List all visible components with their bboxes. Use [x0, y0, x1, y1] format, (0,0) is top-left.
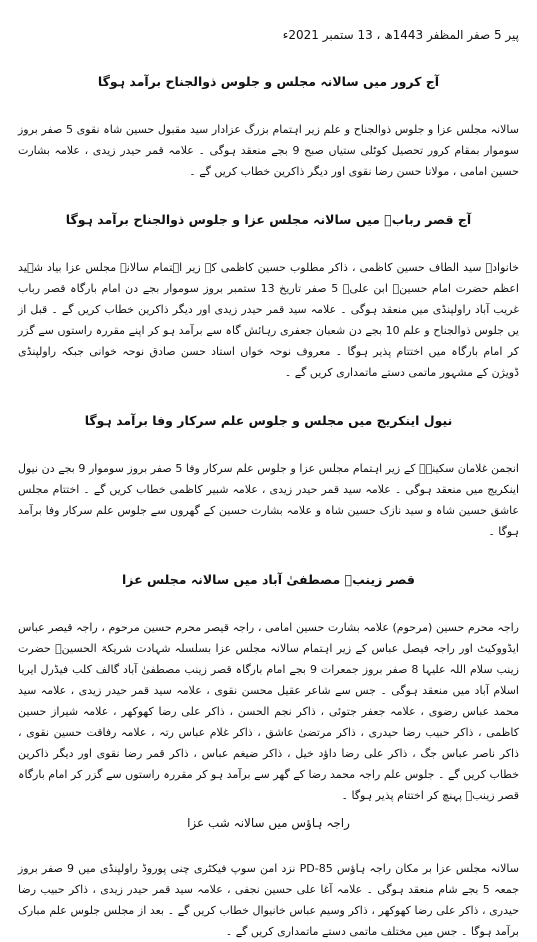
subsection-body: سالانہ مجلس عزا بر مکان راجہ ہاؤس PD-85 نزد امن سوپ فیکٹری چنی پوروڈ راولپنڈی میں 9 صفر بروز جمعہ 5 بجے شام منعقد ہوگی ۔ علامہ آغا علی حسین نجفی ، علامہ سید قمر حیدر زیدی ، ذاکر حبیب رضا حیدری ، ذاکر علی رضا کھوکھر ، ذاکر وسیم عباس خانیوال خطاب کریں گے ۔ بعد از مجلس جلوس علم مبارک برآمد ہوگا ۔ جس میں مختلف ماتمی دستے ماتمداری کریں گے ۔ — [18, 862, 519, 938]
section-heading: قصر زینبؑ مصطفیٰ آباد میں سالانہ مجلس عزا — [122, 572, 415, 587]
article-section — [18, 212, 519, 383]
dateline: پیر 5 صفر المظفر 1443ھ ، 13 ستمبر 2021ء — [282, 28, 519, 42]
article-subsection — [18, 816, 519, 942]
article-section — [18, 413, 519, 542]
section-body: انجمن غلامان سکینہؑ کے زیر اہتمام مجلس عزا و جلوس علم سرکار وفا 5 صفر بروز سوموار 9 بجے دن نیول اینکریج میں منعقد ہوگی ۔ علامہ سید قمر حیدر زیدی ، علامہ شبیر کاظمی خطاب کریں گے ۔ اختتام مجلس عاشق حسین شاہ و سید نازک حسین شاہ و علامہ بشارت حسین کے گھروں سے جلوس علم سرکار وفا برآمد ہوگا ۔ — [18, 462, 519, 538]
section-body: خانوادہ سید الطاف حسین کاظمی ، ذاکر مطلوب حسین کاظمی کے زیر اہتمام سالانہ مجلس عزا بیاد شہید اعظم حضرت امام حسینؑ ابن علیؑ 5 صفر تاریخ 13 ستمبر بروز سوموار بجے دن امام بارگاہ قصر رباب غریب آباد راولپنڈی میں منعقد ہوگی ۔ علامہ سید قمر حیدر زیدی اور دیگر ذاکرین خطاب کریں گے ۔ قبل از یں جلوس ذوالجناح و علم 10 بجے دن شعبان جعفری رہائش گاہ سے برآمد ہو کر اپنے مقررہ راستوں سے گزر کر امام بارگاہ میں اختتام پذیر ہوگا ۔ معروف نوحہ خواں استاد حسن صادق نوحہ خوانی جبکہ راولپنڈی ڈویژن کے مشہور ماتمی دستے ماتمداری کریں گے ۔ — [18, 261, 519, 379]
article-section — [18, 74, 519, 182]
section-heading: نیول اینکریج میں مجلس و جلوس علم سرکار وفا برآمد ہوگا — [84, 413, 453, 428]
subsection-heading: راجہ ہاؤس میں سالانہ شب عزا — [187, 816, 350, 830]
section-body: سالانہ مجلس عزا و جلوس ذوالجناح و علم زیر اہتمام بزرگ عزادار سید مقبول حسین شاہ نقوی 5 صفر بروز سوموار بمقام کرور تحصیل کوٹلی ستیاں صبح 9 بجے منعقد ہوگی ۔ علامہ قمر حیدر زیدی ، علامہ بشارت حسین امامی ، مولانا حسن رضا نقوی اور دیگر ذاکرین خطاب کریں گے ۔ — [18, 123, 519, 178]
section-body: راجہ محرم حسین (مرحوم) علامہ بشارت حسین امامی ، راجہ قیصر محرم حسین مرحوم ، راجہ قیصر عباس ایڈووکیٹ اور راجہ فیصل عباس کے زیر اہتمام سالانہ مجلس عزا بسلسلہ شہادت شریکۃ الحسینؑ حضرت زینب سلام اللہ علیہا 8 صفر بروز جمعرات 9 بجے امام بارگاہ قصر زینب مصطفیٰ آباد گالف کلب فیڈرل ایریا اسلام آباد میں منعقد ہوگی ۔ جس سے شاعر عقیل محسن نقوی ، علامہ سید قمر حیدر زیدی ، علامہ سید محمد عباس رضوی ، علامہ جعفر جتوئی ، ذاکر نجم الحسن ، ذاکر علی رضا کھوکھر ، علامہ شیراز حسین کاظمی ، ذاکر حبیب رضا حیدری ، ذاکر مرتضیٰ عاشق ، ذاکر غلام عباس رتہ ، علامہ رفاقت حسین نقوی ، ذاکر ناصر عباس جگ ، ذاکر علی رضا داؤد خیل ، ذاکر ضیغم عباس ، ذاکر قمر رضا نقوی اور دیگر ذاکرین خطاب کریں گے ۔ جلوس علم راجہ محمد رضا کے گھر سے برآمد ہو کر مقررہ راستوں سے گزر کر امام بارگاہ قصر زینبؑ پہنچ کر اختتام پذیر ہوگا ۔ — [18, 621, 519, 802]
section-heading: آج قصر ربابؑ میں سالانہ مجلس عزا و جلوس ذوالجناح برآمد ہوگا — [65, 212, 472, 227]
article-section — [18, 572, 519, 806]
section-heading: آج کرور میں سالانہ مجلس و جلوس ذوالجناح برآمد ہوگا — [97, 74, 440, 89]
